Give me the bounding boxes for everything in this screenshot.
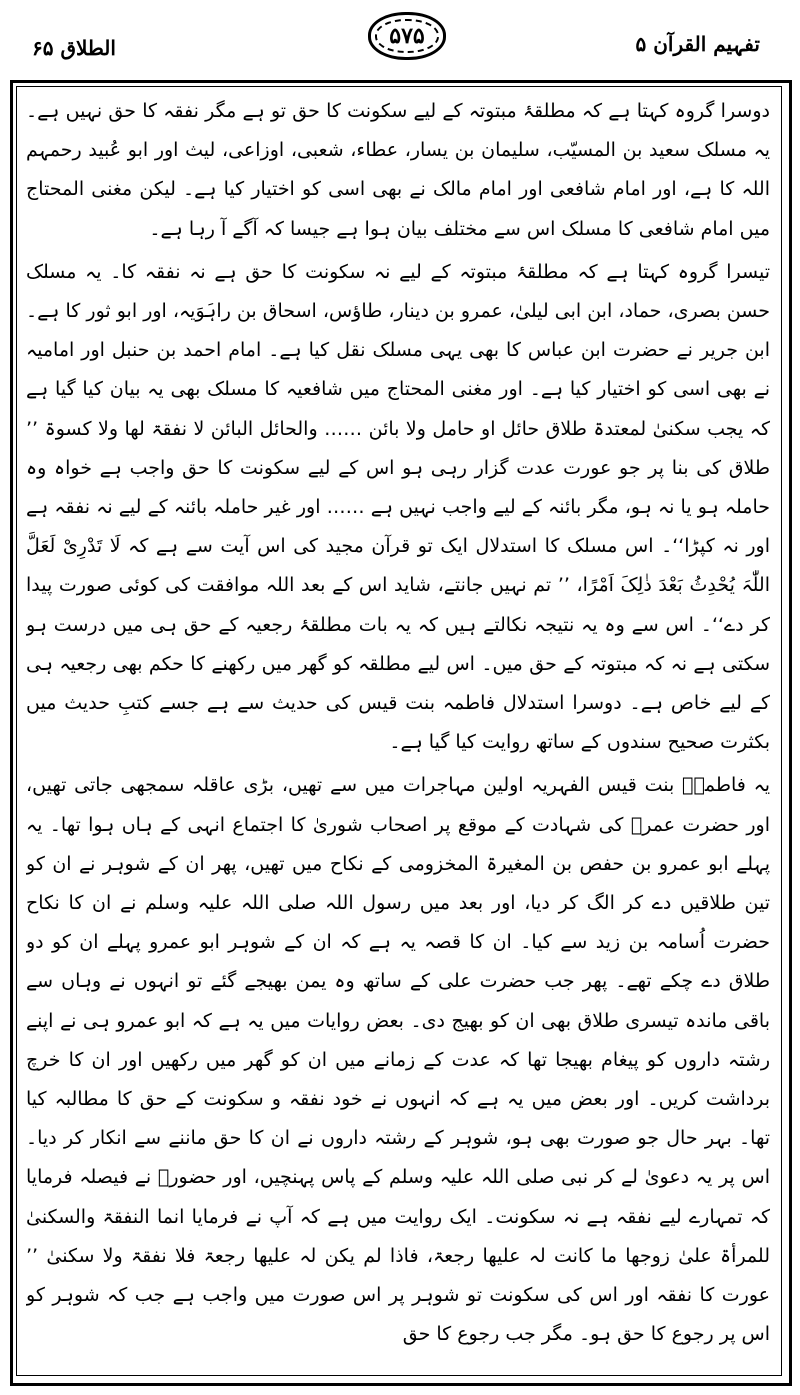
- page-body: [26, 92, 770, 1374]
- page-number: ۵۷۵: [389, 23, 425, 49]
- paragraph-second-group: دوسرا گروہ کہتا ہے کہ مطلقۂ مبتوتہ کے لیے سکونت کا حق تو ہے مگر نفقہ کا حق نہیں ہے۔ یہ مسلک سعید بن المسیّب، سلیمان بن یسار، عطاء، شعبی، اوزاعی، لیث اور ابو عُبید رحمہم اللہ کا ہے، اور امام شافعی اور امام مالک نے بھی اسی کو اختیار کیا ہے۔ لیکن مغنی المحتاج میں امام شافعی کا مسلک اس سے مختلف بیان ہوا ہے جیسا کہ آگے آ رہا ہے۔: [26, 100, 770, 240]
- surah-reference: الطلاق ۶۵: [32, 36, 116, 60]
- paragraph-third-group: تیسرا گروہ کہتا ہے کہ مطلقۂ مبتوتہ کے لیے نہ سکونت کا حق ہے نہ نفقہ کا۔ یہ مسلک حسن بصری، حماد، ابن ابی لیلیٰ، عمرو بن دینار، طاؤس، اسحاق بن راہَوَیہ، اور ابو ثور کا ہے۔ ابن جریر نے حضرت ابن عباس کا بھی یہی مسلک نقل کیا ہے۔ امام احمد بن حنبل اور امامیہ نے بھی اسی کو اختیار کیا ہے۔ اور مغنی المحتاج میں شافعیہ کا مسلک بھی یہ بیان کیا گیا ہے کہ یجب سکنیٰ لمعتدۃ طلاق حائل او حامل ولا بائن …… والحائل البائن لا نفقۃ لھا ولا کسوۃ ’’ طلاق کی بنا پر جو عورت عدت گزار رہی ہو اس کے لیے سکونت کا حق واجب ہے خواہ وہ حاملہ ہو یا نہ ہو، مگر بائنہ کے لیے واجب نہیں ہے …… اور غیر حاملہ بائنہ کے لیے نہ نفقہ ہے اور نہ کپڑا‘‘۔ اس مسلک کا استدلال ایک تو قرآن مجید کی اس آیت سے ہے کہ لَا تَدْرِیْ لَعَلَّ اللّٰہَ یُحْدِثُ بَعْدَ ذٰلِکَ اَمْرًا، ’’ تم نہیں جانتے، شاید اس کے بعد اللہ موافقت کی کوئی صورت پیدا کر دے‘‘۔ اس سے وہ یہ نتیجہ نکالتے ہیں کہ یہ بات مطلقۂ رجعیہ کے حق ہی میں درست ہو سکتی ہے نہ کہ مبتوتہ کے حق میں۔ اس لیے مطلقہ کو گھر میں رکھنے کا حکم بھی رجعیہ ہی کے لیے خاص ہے۔ دوسرا استدلال فاطمہ بنت قیس کی حدیث سے ہے جسے کتبِ حدیث میں بکثرت صحیح سندوں کے ساتھ روایت کیا گیا ہے۔: [26, 260, 770, 754]
- book-title: تفہیم القرآن ۵: [635, 32, 760, 56]
- paragraph-fatima-bint-qais: یہ فاطمہؓ بنت قیس الفہریہ اولین مہاجرات میں سے تھیں، بڑی عاقلہ سمجھی جاتی تھیں، اور حضرت عمرؓ کی شہادت کے موقع پر اصحاب شوریٰ کا اجتماع انہی کے ہاں ہوا تھا۔ یہ پہلے ابو عمرو بن حفص بن المغیرۃ المخزومی کے نکاح میں تھیں، پھر ان کے شوہر نے ان کو تین طلاقیں دے کر الگ کر دیا، اور بعد میں رسول اللہ صلی اللہ علیہ وسلم نے ان کا نکاح حضرت اُسامہ بن زید سے کیا۔ ان کا قصہ یہ ہے کہ ان کے شوہر ابو عمرو پہلے ان کو دو طلاق دے چکے تھے۔ پھر جب حضرت علی کے ساتھ وہ یمن بھیجے گئے تو انہوں نے وہاں سے باقی ماندہ تیسری طلاق بھی ان کو بھیج دی۔ بعض روایات میں یہ ہے کہ ابو عمرو ہی نے اپنے رشتہ داروں کو پیغام بھیجا تھا کہ عدت کے زمانے میں ان کو گھر میں رکھیں اور ان کا خرچ برداشت کریں۔ اور بعض میں یہ ہے کہ انہوں نے خود نفقہ و سکونت کے حق کا مطالبہ کیا تھا۔ بہر حال جو صورت بھی ہو، شوہر کے رشتہ داروں نے ان کا حق ماننے سے انکار کر دیا۔ اس پر یہ دعویٰ لے کر نبی صلی اللہ علیہ وسلم کے پاس پہنچیں، اور حضورؐ نے فیصلہ فرمایا کہ تمہارے لیے نفقہ ہے نہ سکونت۔ ایک روایت میں ہے کہ آپ نے فرمایا انما النفقۃ والسکنیٰ للمرأۃ علیٰ زوجھا ما کانت لہ علیھا رجعۃ، فاذا لم یکن لہ علیھا رجعۃ فلا نفقۃ ولا سکنیٰ ’’ عورت کا نفقہ اور اس کی سکونت تو شوہر پر اس صورت میں واجب ہے جب کہ شوہر کو اس پر رجوع کا حق ہو۔ مگر جب رجوع کا حق: [26, 774, 770, 1346]
- page-header: [0, 0, 800, 80]
- page-number-medallion: [368, 12, 446, 60]
